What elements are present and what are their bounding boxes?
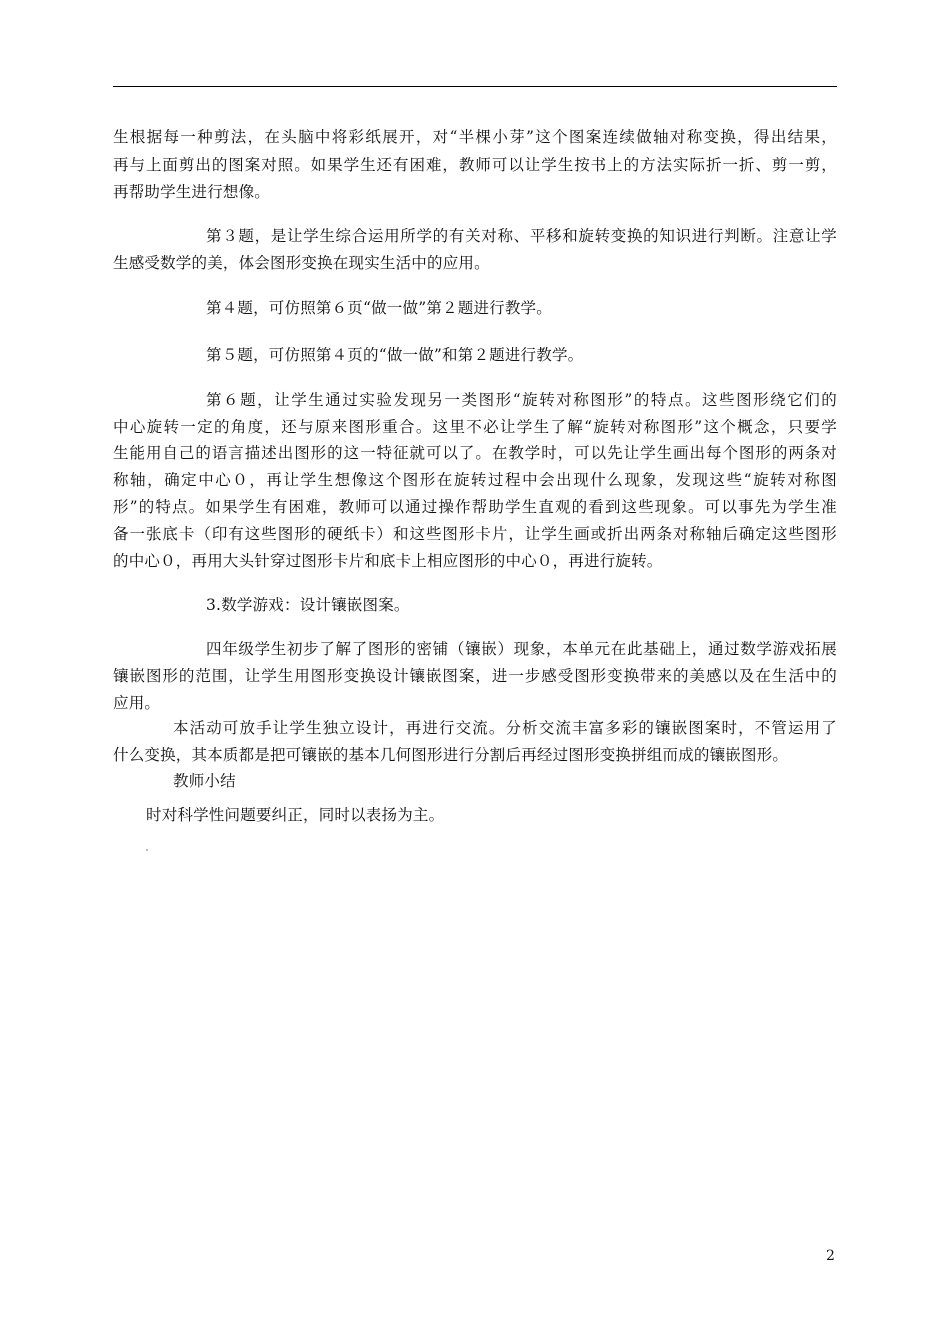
text-line: 生感受数学的美，体会图形变换在现实生活中的应用。 <box>113 254 490 272</box>
text-line: 再与上面剪出的图案对照。如果学生还有困难，教师可以让学生按书上的方法实际折一折、剪一剪， <box>113 156 837 174</box>
text-line: 备一张底卡（印有这些图形的硬纸卡）和这些图形卡片，让学生画或折出两条对称轴后确定这些图形 <box>113 525 837 543</box>
text-line: 生根据每一种剪法，在头脑中将彩纸展开，对“半棵小芽”这个图案连续做轴对称变换，得出结果， <box>113 128 837 146</box>
text-line: 应用。 <box>113 694 161 712</box>
text-line: 第６题，让学生通过实验发现另一类图形“旋转对称图形”的特点。这些图形绕它们的 <box>206 391 837 409</box>
text-line: 生能用自己的语言描述出图形的这一特征就可以了。在教学时，可以先让学生画出每个图形的两条对 <box>113 444 837 462</box>
text-line: 称轴，确定中心０，再让学生想像这个图形在旋转过程中会出现什么现象，发现这些“旋转对称图 <box>113 471 837 489</box>
text-line: 的中心０，再用大头针穿过图形卡片和底卡上相应图形的中心０，再进行旋转。 <box>113 552 663 570</box>
text-line: 中心旋转一定的角度，还与原来图形重合。这里不必让学生了解“旋转对称图形”这个概念，只要学 <box>113 418 837 436</box>
text-line: 镶嵌图形的范围，让学生用图形变换设计镶嵌图案，进一步感受图形变换带来的美感以及在生活中的 <box>113 667 837 685</box>
text-line: 本活动可放手让学生独立设计，再进行交流。分析交流丰富多彩的镶嵌图案时，不管运用了 <box>173 719 837 737</box>
section-heading: 3.数学游戏：设计镶嵌图案。 <box>206 596 410 614</box>
text-line: 第５题，可仿照第４页的“做一做”和第２题进行教学。 <box>206 346 584 364</box>
text-line: 什么变换，其本质都是把可镶嵌的基本几何图形进行分割后再经过图形变换拼组而成的镶嵌图形。 <box>113 746 789 764</box>
text-line: 时对科学性问题要纠正，同时以表扬为主。 <box>146 806 445 824</box>
text-line: 形”的特点。如果学生有困难，教师可以通过操作帮助学生直观的看到这些现象。可以事先为学生准 <box>113 498 837 516</box>
text-line: 四年级学生初步了解了图形的密铺（镶嵌）现象，本单元在此基础上，通过数学游戏拓展 <box>206 640 837 658</box>
page-number: 2 <box>826 1248 835 1264</box>
stray-mark <box>146 849 148 851</box>
text-line: 第３题，是让学生综合运用所学的有关对称、平移和旋转变换的知识进行判断。注意让学 <box>206 227 837 245</box>
text-line: 再帮助学生进行想像。 <box>113 183 271 201</box>
header-rule <box>113 86 837 87</box>
text-line: 第４题，可仿照第６页“做一做”第２题进行教学。 <box>206 299 552 317</box>
section-heading: 教师小结 <box>173 772 236 790</box>
